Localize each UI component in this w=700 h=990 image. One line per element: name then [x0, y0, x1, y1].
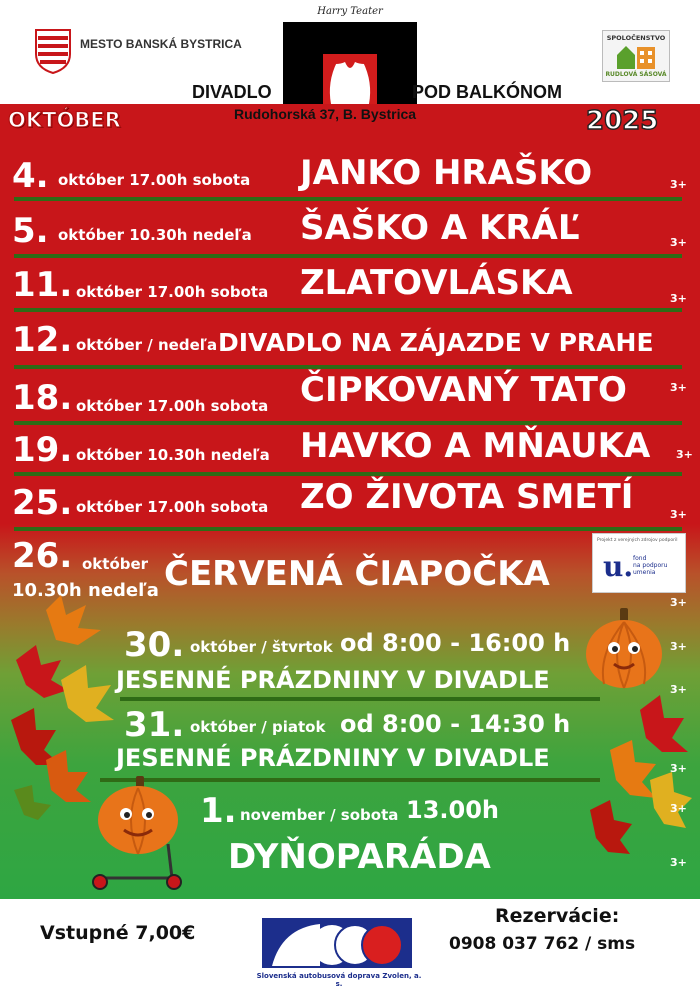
age-badge: 3+ [670, 596, 687, 609]
event-day: 25. [12, 483, 73, 523]
age-badge: 3+ [670, 683, 687, 696]
harry-teater-label: Harry Teater [317, 6, 383, 17]
event-day: 12. [12, 320, 73, 360]
age-badge: 3+ [670, 292, 687, 305]
event-title: ČIPKOVANÝ TATO [300, 370, 627, 410]
fund-small-text: Projekt z verejných zdrojov podporil [597, 538, 678, 543]
event-day: 4. [12, 156, 49, 196]
november-time: 13.00h [406, 796, 499, 824]
november-title: DYŇOPARÁDA [228, 837, 491, 877]
city-coat-of-arms-icon [34, 28, 72, 74]
bus-company-logo [262, 918, 412, 968]
pumpkin-mascot-icon [582, 606, 666, 694]
society-title: SPOLOČENSTVO [606, 34, 666, 42]
age-badge: 3+ [670, 236, 687, 249]
theater-stage-logo [283, 22, 417, 104]
age-badge: 3+ [670, 640, 687, 653]
society-logo [602, 30, 670, 82]
city-label: MESTO BANSKÁ BYSTRICA [80, 37, 242, 51]
row-separator [14, 365, 682, 369]
event-info: október 10.30h nedeľa [58, 226, 252, 244]
reservation-phone[interactable]: 0908 037 762 / sms [449, 934, 636, 954]
event-title: ZO ŽIVOTA SMETÍ [300, 477, 634, 517]
pumpkin-scooter-icon [88, 774, 188, 892]
bus-company-name: Slovenská autobusová doprava Zvolen, a. s. [256, 972, 422, 988]
theater-address: Rudohorská 37, B. Bystrica [234, 106, 417, 122]
fund-logo [592, 533, 686, 593]
fund-name: fond na podporu umenia [633, 555, 668, 576]
holiday-info: október / piatok [190, 718, 326, 736]
age-badge: 3+ [670, 856, 687, 869]
event-info: október 17.00h sobota [76, 283, 269, 301]
age-badge: 3+ [676, 448, 693, 461]
event-day: 19. [12, 430, 73, 470]
event-title: JANKO HRAŠKO [300, 153, 593, 193]
row-separator [120, 697, 600, 701]
event-title: HAVKO A MŇAUKA [300, 426, 651, 466]
event-day: 18. [12, 378, 73, 418]
age-badge: 3+ [670, 802, 687, 815]
theater-name-right: POD BALKÓNOM [412, 82, 562, 102]
holiday-info: október / štvrtok [190, 638, 333, 656]
age-badge: 3+ [670, 762, 687, 775]
holiday-day: 30. [124, 625, 185, 665]
event-day: 5. [12, 211, 49, 251]
november-info: november / sobota [240, 806, 399, 824]
theater-name-left: DIVADLO [192, 82, 272, 102]
row-separator [14, 197, 682, 201]
event-info: október / nedeľa [76, 336, 218, 354]
event-title: DIVADLO NA ZÁJAZDE V PRAHE [218, 328, 654, 357]
event-info: október [82, 555, 149, 573]
year-label: 2025 [586, 106, 659, 136]
event-title: ČERVENÁ ČIAPOČKA [164, 554, 550, 594]
reservation-label: Rezervácie: [495, 905, 620, 927]
holiday-day: 31. [124, 705, 185, 745]
event-day: 26. [12, 536, 73, 576]
month-label: OKTÓBER [8, 108, 121, 132]
event-day: 11. [12, 265, 73, 305]
fund-u-mark: u. [603, 550, 634, 583]
age-badge: 3+ [670, 508, 687, 521]
holiday-title: JESENNÉ PRÁZDNINY V DIVADLE [116, 744, 550, 772]
november-day: 1. [200, 791, 237, 831]
holiday-title: JESENNÉ PRÁZDNINY V DIVADLE [116, 666, 550, 694]
row-separator [14, 308, 682, 312]
event-info: október 17.00h sobota [58, 171, 251, 189]
entry-price: Vstupné 7,00€ [40, 922, 196, 944]
holiday-time: od 8:00 - 16:00 h [340, 629, 571, 657]
event-title: ZLATOVLÁSKA [300, 263, 573, 303]
houses-icon [615, 43, 657, 69]
age-badge: 3+ [670, 381, 687, 394]
society-subtitle: RUDLOVÁ SÁSOVÁ [605, 71, 667, 78]
row-separator [14, 421, 682, 425]
event-title: ŠAŠKO A KRÁĽ [300, 208, 580, 248]
event-info: 10.30h nedeľa [12, 580, 159, 601]
event-info: október 10.30h nedeľa [76, 446, 270, 464]
age-badge: 3+ [670, 178, 687, 191]
holiday-time: od 8:00 - 14:30 h [340, 710, 571, 738]
event-info: október 17.00h sobota [76, 397, 269, 415]
row-separator [14, 527, 682, 531]
row-separator [14, 254, 682, 258]
event-info: október 17.00h sobota [76, 498, 269, 516]
row-separator [14, 472, 682, 476]
